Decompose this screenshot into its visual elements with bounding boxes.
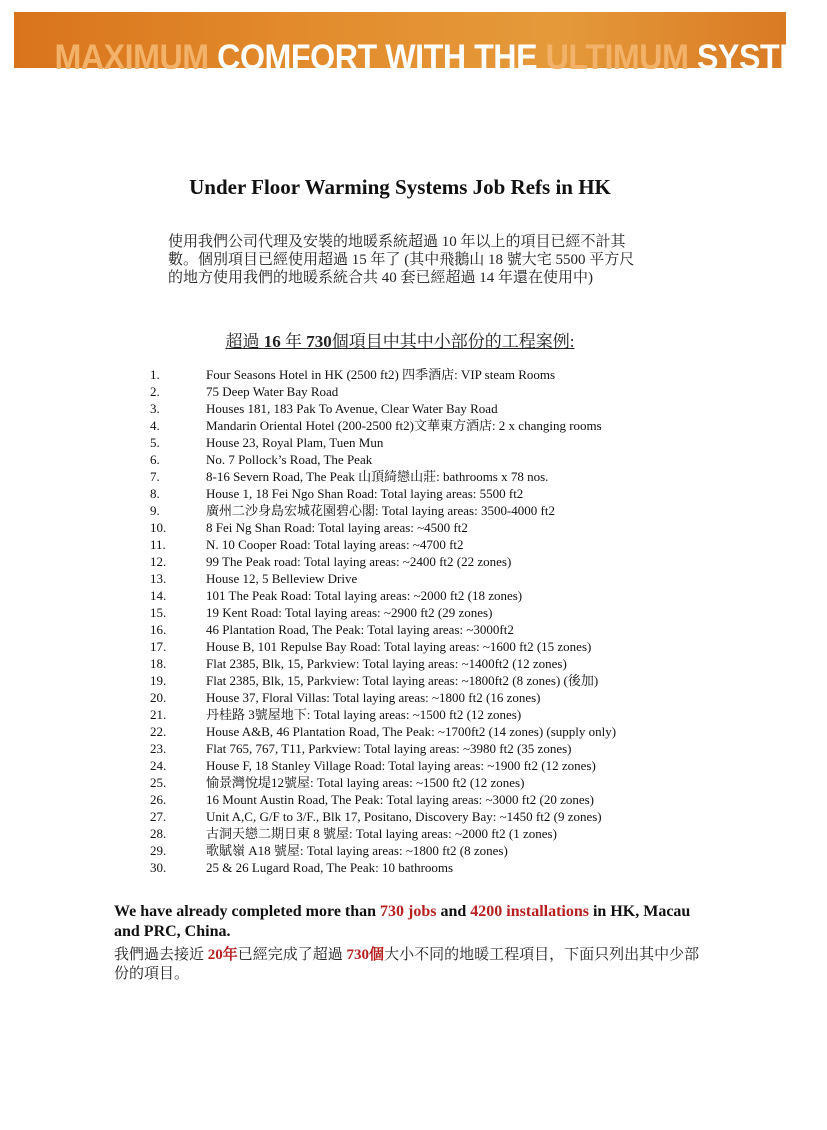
list-item — [150, 383, 710, 400]
list-item-text: Four Seasons Hotel in HK (2500 ft2) 四季酒店: VIP steam Rooms — [206, 367, 556, 382]
list-item — [150, 417, 710, 434]
banner-word-comfort: COMFORT WITH THE — [217, 38, 538, 77]
list-item-text: 古洞天戀二期日東 8 號屋: Total laying areas: ~2000 ft2 (1 zones) — [206, 826, 557, 841]
list-item-number: 1. — [150, 367, 160, 382]
list-item-text: House A&B, 46 Plantation Road, The Peak: ~1700ft2 (14 zones) (supply only) — [206, 724, 617, 739]
list-item-number: 11. — [150, 537, 166, 552]
list-item-text: 廣州二沙身島宏城花園碧心閣: Total laying areas: 3500-4000 ft2 — [206, 503, 555, 518]
list-item-number: 3. — [150, 401, 160, 416]
list-item-text: House 12, 5 Belleview Drive — [206, 571, 358, 586]
page-title: Under Floor Warming Systems Job Refs in HK — [189, 175, 611, 199]
list-item-text: Flat 2385, Blk, 15, Parkview: Total laying areas: ~1400ft2 (12 zones) — [206, 656, 567, 671]
list-item-number: 29. — [150, 843, 167, 858]
summary-zh-count: 730個 — [346, 947, 385, 963]
list-item — [150, 672, 710, 689]
list-item-text: House B, 101 Repulse Bay Road: Total laying areas: ~1600 ft2 (15 zones) — [206, 639, 592, 654]
subtitle-years: 16 — [263, 332, 281, 351]
list-item-text: 8-16 Severn Road, The Peak 山頂綺戀山莊: bathrooms x 78 nos. — [206, 469, 549, 484]
banner-word-maximum: MAXIMUM — [54, 38, 209, 77]
list-item — [150, 468, 710, 485]
list-item-number: 9. — [150, 503, 160, 518]
list-item-number: 16. — [150, 622, 167, 637]
list-item-number: 12. — [150, 554, 167, 569]
list-item-number: 7. — [150, 469, 160, 484]
job-reference-list — [150, 366, 710, 876]
summary-installations-count: 4200 installations — [470, 903, 589, 920]
list-item-text: Unit A,C, G/F to 3/F., Blk 17, Positano, Discovery Bay: ~1450 ft2 (9 zones) — [206, 809, 602, 824]
list-item-number: 20. — [150, 690, 167, 705]
list-item-number: 23. — [150, 741, 167, 756]
list-item-text: Flat 765, 767, T11, Parkview: Total laying areas: ~3980 ft2 (35 zones) — [206, 741, 572, 756]
list-item-number: 21. — [150, 707, 167, 722]
list-item — [150, 400, 710, 417]
list-item-text: 99 The Peak road: Total laying areas: ~2400 ft2 (22 zones) — [206, 554, 512, 569]
banner-word-system: SYSTEM — [696, 38, 827, 77]
list-item-text: House 23, Royal Plam, Tuen Mun — [206, 435, 384, 450]
list-item — [150, 536, 710, 553]
subtitle-mid: 年 — [280, 332, 307, 351]
list-item-text: 歌賦嶺 A18 號屋: Total laying areas: ~1800 ft2 (8 zones) — [206, 843, 508, 858]
list-item-number: 5. — [150, 435, 160, 450]
list-item-number: 28. — [150, 826, 167, 841]
list-item-text: Flat 2385, Blk, 15, Parkview: Total laying areas: ~1800ft2 (8 zones) (後加) — [206, 673, 599, 688]
list-item-number: 10. — [150, 520, 167, 535]
list-item — [150, 808, 710, 825]
list-item — [150, 502, 710, 519]
list-item — [150, 757, 710, 774]
list-item-text: 75 Deep Water Bay Road — [206, 384, 339, 399]
subtitle-suffix: 個項目中其中小部份的工程案例: — [331, 332, 575, 351]
intro-paragraph: 使用我們公司代理及安裝的地暖系統超過 10 年以上的項目已經不計其數。個別項目已經使用超過 15 年了 (其中飛鵝山 18 號大宅 5500 平方尺的地方使用我們的地暖系統合共 40 套已經超過 14 年還在使用中) — [168, 234, 635, 286]
list-item-text: 8 Fei Ng Shan Road: Total laying areas: ~4500 ft2 — [206, 520, 468, 535]
summary-text-1: We have already completed more than — [114, 903, 381, 920]
list-item-text: 丹桂路 3號屋地下: Total laying areas: ~1500 ft2 (12 zones) — [206, 707, 522, 722]
list-item — [150, 587, 710, 604]
list-item-number: 15. — [150, 605, 167, 620]
list-item-text: House 1, 18 Fei Ngo Shan Road: Total laying areas: 5500 ft2 — [206, 486, 524, 501]
list-item-number: 27. — [150, 809, 167, 824]
list-item-text: N. 10 Cooper Road: Total laying areas: ~4700 ft2 — [206, 537, 464, 552]
list-item-number: 14. — [150, 588, 167, 603]
summary-jobs-count: 730 jobs — [380, 903, 437, 920]
list-item — [150, 842, 710, 859]
list-item — [150, 621, 710, 638]
summary-english — [114, 902, 714, 942]
job-list-heading — [0, 327, 800, 352]
list-item — [150, 485, 710, 502]
list-item-number: 8. — [150, 486, 160, 501]
list-item-number: 26. — [150, 792, 167, 807]
summary-zh-text-2: 已經完成了超過 — [237, 947, 347, 963]
list-item — [150, 604, 710, 621]
list-item-number: 24. — [150, 758, 167, 773]
list-item — [150, 519, 710, 536]
list-item-text: 25 & 26 Lugard Road, The Peak: 10 bathrooms — [206, 860, 454, 875]
list-item-text: No. 7 Pollock’s Road, The Peak — [206, 452, 373, 467]
list-item-text: 愉景灣悅堤12號屋: Total laying areas: ~1500 ft2 (12 zones) — [206, 775, 525, 790]
list-item — [150, 740, 710, 757]
list-item — [150, 638, 710, 655]
list-item-text: House F, 18 Stanley Village Road: Total laying areas: ~1900 ft2 (12 zones) — [206, 758, 596, 773]
list-item — [150, 706, 710, 723]
list-item — [150, 825, 710, 842]
list-item-number: 30. — [150, 860, 167, 875]
list-item-text: House 37, Floral Villas: Total laying areas: ~1800 ft2 (16 zones) — [206, 690, 541, 705]
list-item — [150, 774, 710, 791]
list-item — [150, 366, 710, 383]
subtitle-count: 730 — [306, 332, 332, 351]
list-item-text: Houses 181, 183 Pak To Avenue, Clear Water Bay Road — [206, 401, 498, 416]
summary-zh-text-3: 大小不同的地暖工程項目，下面只列出其中少部份的項目。 — [114, 947, 700, 982]
list-item-text: Mandarin Oriental Hotel (200-2500 ft2)文華東方酒店: 2 x changing rooms — [206, 418, 602, 433]
list-item-number: 6. — [150, 452, 160, 467]
list-item-number: 4. — [150, 418, 160, 433]
list-item-number: 25. — [150, 775, 167, 790]
list-item-number: 22. — [150, 724, 167, 739]
list-item — [150, 570, 710, 587]
banner-word-ultimum: ULTIMUM — [545, 38, 689, 77]
summary-zh-text-1: 我們過去接近 — [114, 947, 208, 963]
list-item-text: 16 Mount Austin Road, The Peak: Total laying areas: ~3000 ft2 (20 zones) — [206, 792, 595, 807]
list-item — [150, 791, 710, 808]
list-item-text: 19 Kent Road: Total laying areas: ~2900 ft2 (29 zones) — [206, 605, 493, 620]
list-item — [150, 655, 710, 672]
subtitle-prefix: 超過 — [225, 332, 264, 351]
banner-slogan — [14, 36, 827, 80]
summary-text-3: in HK, Macau and PRC, China. — [114, 903, 691, 940]
list-item-number: 13. — [150, 571, 167, 586]
list-item — [150, 553, 710, 570]
list-item — [150, 434, 710, 451]
list-item-number: 19. — [150, 673, 167, 688]
list-item — [150, 689, 710, 706]
list-item-number: 2. — [150, 384, 160, 399]
list-item-text: 101 The Peak Road: Total laying areas: ~2000 ft2 (18 zones) — [206, 588, 523, 603]
list-item — [150, 451, 710, 468]
header-banner — [14, 12, 827, 77]
list-item-number: 18. — [150, 656, 167, 671]
summary-chinese — [114, 946, 714, 984]
list-item-text: 46 Plantation Road, The Peak: Total laying areas: ~3000ft2 — [206, 622, 514, 637]
summary-zh-years: 20年 — [207, 947, 238, 963]
list-item-number: 17. — [150, 639, 167, 654]
list-item — [150, 859, 710, 876]
summary-text-2: and — [436, 903, 471, 920]
list-item — [150, 723, 710, 740]
